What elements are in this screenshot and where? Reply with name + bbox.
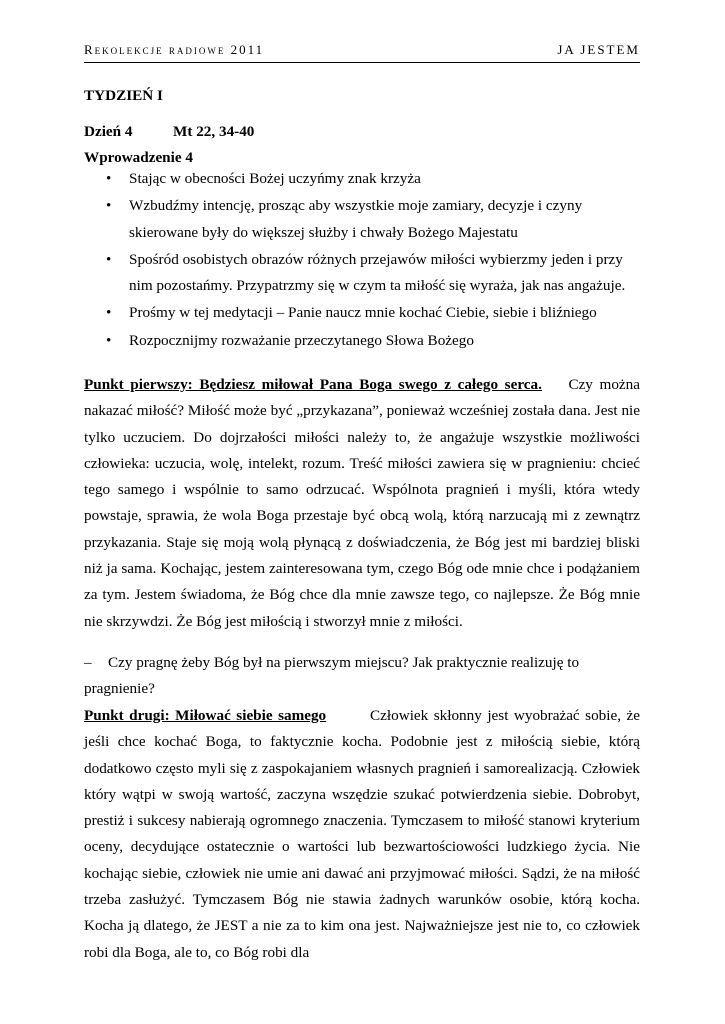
list-item — [84, 166, 640, 192]
intro-heading: Wprowadzenie 4 — [84, 149, 193, 166]
bullet-icon: • — [106, 170, 112, 187]
intro-list — [84, 166, 640, 354]
week-title: TYDZIEŃ I — [84, 87, 163, 104]
reflection-question — [84, 650, 640, 703]
list-item — [84, 193, 640, 246]
header-series-title: Rekolekcje radiowe 2011 — [84, 42, 265, 57]
day-line — [84, 119, 640, 145]
point-one-text: Czy można nakazać miłość? Miłość może być „przykazana”, ponieważ wcześniej została dana. Jest nie tylko uczuciem. Do dojrzałości miłości należy to, że angażuje wszystkie możliwości człowieka: uczucia, wolę, intelekt, rozum. Treść miłości zawiera się w pragnieniu: chcieć tego samego i wspólnie to samo odrzucać. Wspólnota pragnień i myśli, która wtedy powstaje, sprawia, że wola Boga przestaje być obcą wolą, którą narzucają mi z zewnątrz przykazania. Staje się moją wolą płynącą z doświadczenia, że Bóg jest mi bardziej bliski niż ja sama. Kochając, jestem zainteresowana tym, czego Bóg ode mnie chce i podążaniem za tym. Jestem świadoma, że Bóg chce dla mnie zawsze tego, co najlepsze. Że Bóg mnie nie skrzywdzi. Że Bóg jest miłością i stworzył mnie z miłości. — [84, 376, 641, 630]
list-item-text: Rozpocznijmy rozważanie przeczytanego Słowa Bożego — [129, 331, 474, 349]
reflection-question-text: Czy pragnę żeby Bóg był na pierwszym miejscu? Jak praktycznie realizuję to pragnienie? — [84, 654, 580, 698]
page-header — [84, 42, 640, 63]
point-two-paragraph — [84, 703, 640, 966]
point-one-paragraph — [84, 372, 640, 635]
list-item-text: Spośród osobistych obrazów różnych przejawów miłości wybierzmy jeden i przy nim pozostańmy. Przypatrzmy się w czym ta miłość się wyraża, jak nas angażuje. — [129, 250, 626, 295]
list-item — [84, 300, 640, 326]
list-item-text: Prośmy w tej medytacji – Panie naucz mnie kochać Ciebie, siebie i bliźniego — [129, 304, 597, 322]
bullet-icon: • — [106, 250, 112, 268]
header-theme-title: JA JESTEM — [557, 42, 640, 57]
dash-icon: – — [84, 654, 92, 671]
bullet-icon: • — [106, 197, 112, 215]
day-label: Dzień 4 — [84, 123, 133, 140]
list-item — [84, 328, 640, 354]
scripture-reference: Mt 22, 34-40 — [173, 123, 255, 140]
point-two-heading: Punkt drugi: Miłować siebie samego — [84, 707, 327, 724]
bullet-icon: • — [106, 304, 112, 322]
list-item-text: Stając w obecności Bożej uczyńmy znak krzyża — [129, 170, 421, 187]
bullet-icon: • — [106, 331, 112, 349]
point-two-text: Człowiek skłonny jest wyobrażać sobie, że jeśli chce kochać Boga, to faktycznie kocha. Podobnie jest z miłością siebie, którą dodatkowo często myli się z zaspokajaniem własnych pragnień i samorealizacją. Człowiek który wątpi w swoją wartość, zaczyna wszędzie szukać potwierdzenia siebie. Dobrobyt, prestiż i sukcesy nabierają ogromnego znaczenia. Tymczasem to miłość stanowi kryterium oceny, decydujące ostatecznie o wartości lub bezwartościowości ludzkiego życia. Nie kochając siebie, człowiek nie umie ani dawać ani przyjmować miłości. Sądzi, że na miłość trzeba zasłużyć. Tymczasem Bóg nie stawia żadnych warunków osobie, którą kocha. Kocha ją dlatego, że JEST a nie za to kim ona jest. Najważniejsze jest nie to, co człowiek robi dla Boga, ale to, co Bóg robi dla — [84, 707, 640, 961]
point-one-heading: Punkt pierwszy: Będziesz miłował Pana Boga swego z całego serca. — [84, 376, 542, 393]
list-item-text: Wzbudźmy intencję, prosząc aby wszystkie moje zamiary, decyzje i czyny skierowane były do większej służby i chwały Bożego Majestatu — [129, 197, 583, 241]
list-item — [84, 247, 640, 300]
